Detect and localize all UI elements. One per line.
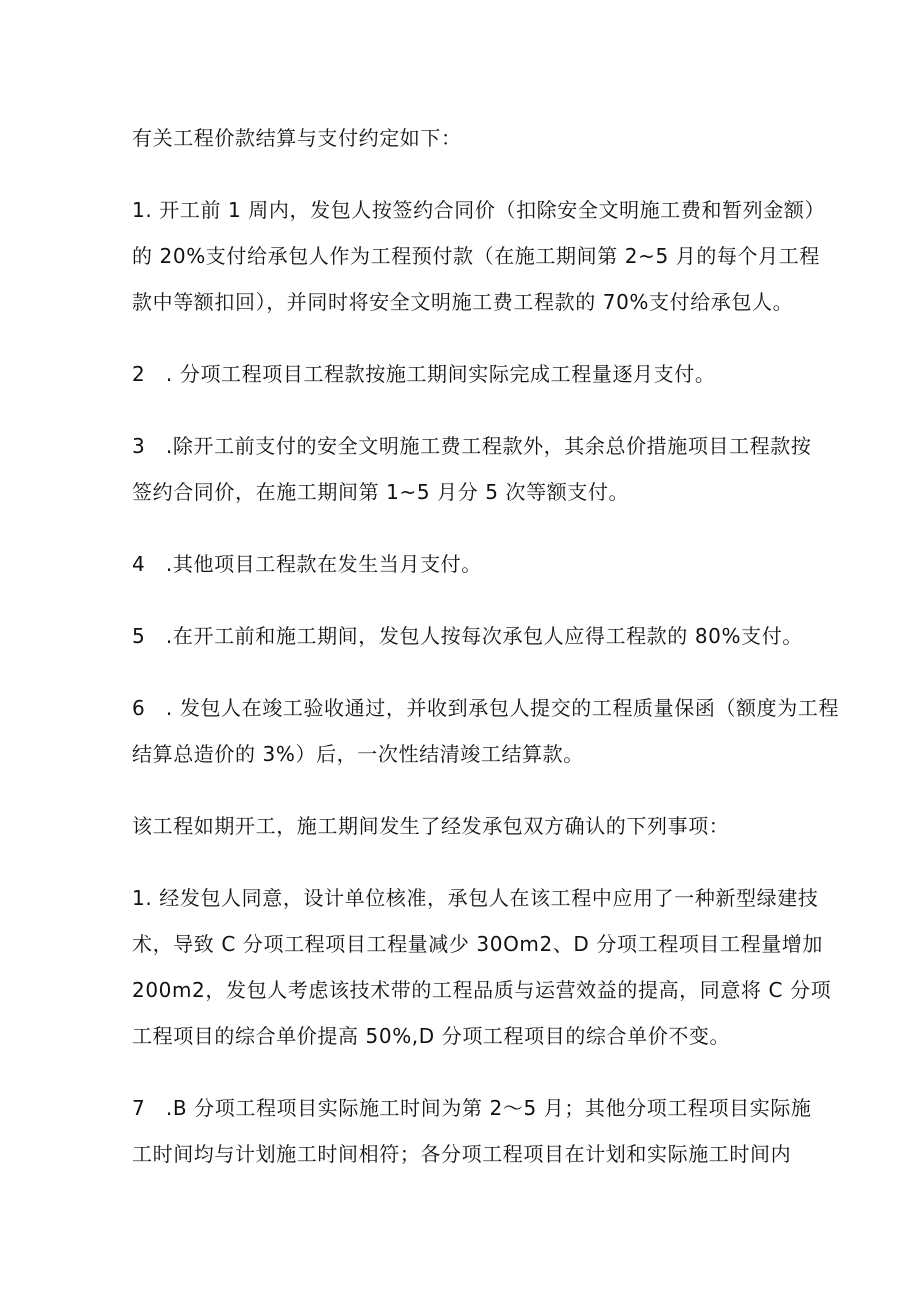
intro-text: 有关工程价款结算与支付约定如下： — [132, 126, 462, 150]
event-7-line-2: 工时间均与计划施工时间相符；各分项工程项目在计划和实际施工时间内 — [132, 1142, 792, 1166]
event-1-line-1: 1. 经发包人同意，设计单位核准，承包人在该工程中应用了一种新型绿建技 — [132, 886, 819, 910]
clause-6-line-2: 结算总造价的 3%）后，一次性结清竣工结算款。 — [132, 742, 584, 766]
clause-3-line-2: 签约合同价，在施工期间第 1~5 月分 5 次等额支付。 — [132, 480, 630, 504]
event-7-line-1: 7 .B 分项工程项目实际施工时间为第 2～5 月；其他分项工程项目实际施 — [132, 1096, 812, 1120]
clause-1-line-2: 的 20%支付给承包人作为工程预付款（在施工期间第 2~5 月的每个月工程 — [132, 244, 820, 268]
events-intro-text: 该工程如期开工，施工期间发生了经发承包双方确认的下列事项： — [132, 814, 730, 838]
clause-1-line-3: 款中等额扣回），并同时将安全文明施工费工程款的 70%支付给承包人。 — [132, 290, 794, 314]
clause-1-line-1: 1. 开工前 1 周内，发包人按签约合同价（扣除安全文明施工费和暂列金额） — [132, 198, 826, 222]
event-1-line-3: 200m2，发包人考虑该技术带的工程品质与运营效益的提高，同意将 C 分项 — [132, 978, 832, 1002]
clause-3-line-1: 3 .除开工前支付的安全文明施工费工程款外，其余总价措施项目工程款按 — [132, 434, 812, 458]
clause-2-line-1: 2 . 分项工程项目工程款按施工期间实际完成工程量逐月支付。 — [132, 362, 716, 386]
event-1-line-2: 术，导致 C 分项工程项目工程量减少 30Om2、D 分项工程项目工程量增加 — [132, 932, 823, 956]
clause-5-line-1: 5 .在开工前和施工期间，发包人按每次承包人应得工程款的 80%支付。 — [132, 624, 803, 648]
clause-4-line-1: 4 .其他项目工程款在发生当月支付。 — [132, 552, 482, 576]
event-1-line-4: 工程项目的综合单价提高 50%,D 分项工程项目的综合单价不变。 — [132, 1024, 731, 1048]
clause-6-line-1: 6 . 发包人在竣工验收通过，并收到承包人提交的工程质量保函（额度为工程 — [132, 696, 840, 720]
